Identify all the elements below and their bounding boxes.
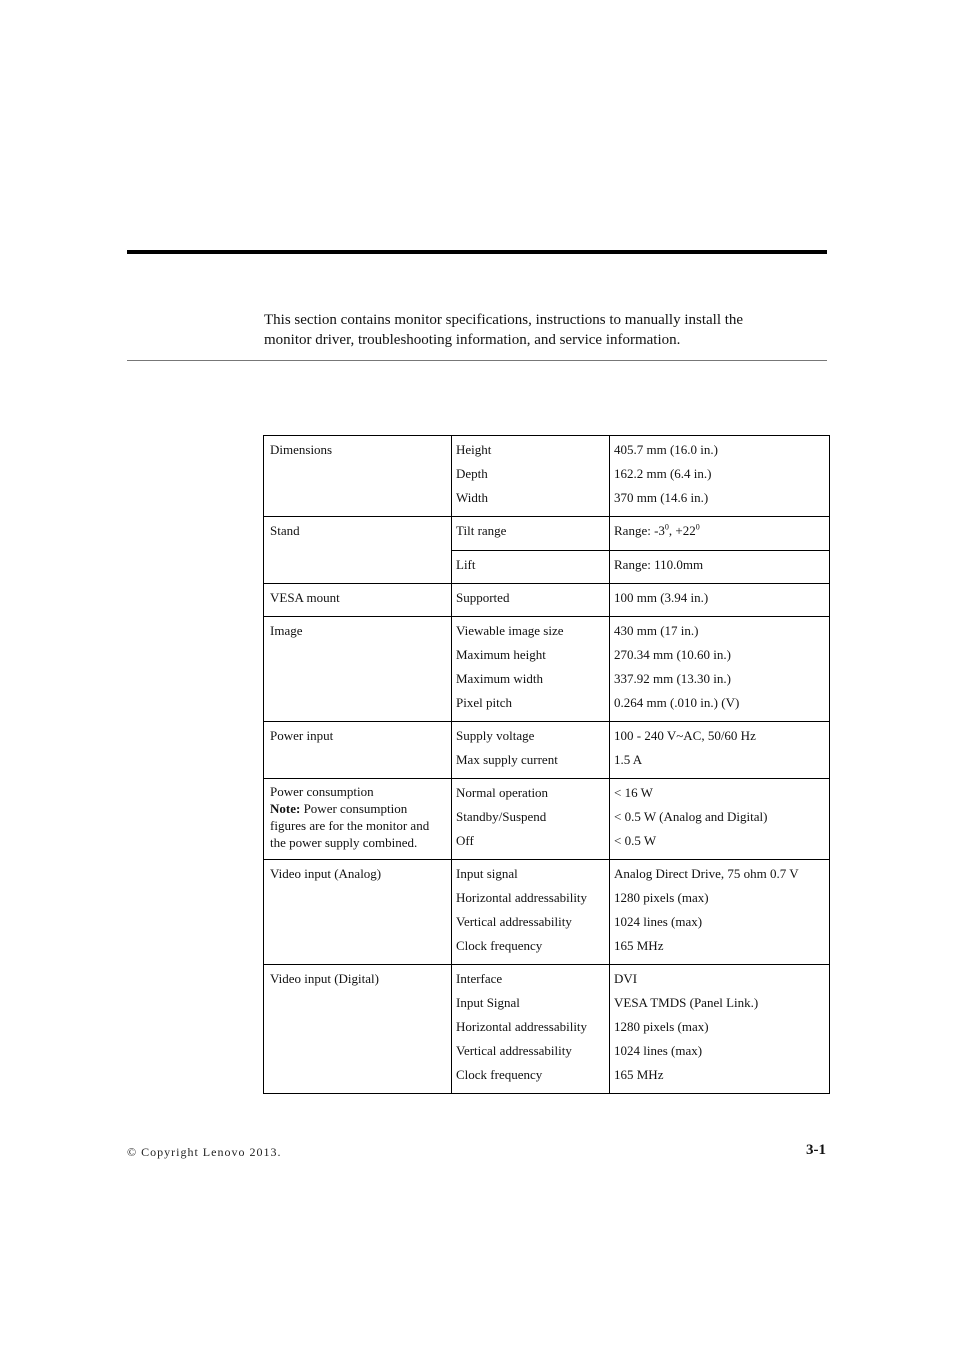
spec-name: Standby/Suspend [456,809,547,824]
spec-value: 100 mm (3.94 in.) [614,590,709,605]
spec-name: Vertical addressability [456,1043,572,1058]
spec-value: 430 mm (17 in.) [614,623,699,638]
spec-name: Normal operation [456,785,549,800]
spec-value: 165 MHz [614,1067,664,1082]
spec-value: 100 - 240 V~AC, 50/60 Hz [614,728,756,743]
intro-paragraph [264,310,824,350]
note-line-1: Power consumption [300,801,408,816]
spec-name: Lift [456,557,476,572]
spec-name: Clock frequency [456,1067,543,1082]
spec-name: Width [456,490,488,505]
category-label: Power input [270,728,334,743]
spec-name: Depth [456,466,488,481]
spec-name: Max supply current [456,752,558,767]
spec-name: Off [456,833,474,848]
spec-value: < 0.5 W [614,833,657,848]
spec-values [610,617,830,722]
spec-value: 165 MHz [614,938,664,953]
spec-values [610,584,830,617]
table-row [264,584,830,617]
spec-table [263,435,830,1094]
category-label: Stand [270,523,300,538]
spec-name: Supply voltage [456,728,535,743]
spec-names [452,617,610,722]
spec-value: 270.34 mm (10.60 in.) [614,647,731,662]
spec-value: DVI [614,971,638,986]
spec-value: 1280 pixels (max) [614,890,709,905]
note-label: Note: [270,801,301,816]
spec-names [452,584,610,617]
note-line-3: the power supply combined. [270,835,418,850]
spec-value: < 16 W [614,785,653,800]
spec-value: Analog Direct Drive, 75 ohm 0.7 V [614,866,799,881]
spec-category [264,779,452,860]
spec-value: 1024 lines (max) [614,1043,703,1058]
spec-name: Pixel pitch [456,695,512,710]
spec-name: Vertical addressability [456,914,572,929]
spec-name: Clock frequency [456,938,543,953]
spec-name: Horizontal addressability [456,1019,588,1034]
spec-names [452,517,610,551]
section-rule [127,360,827,361]
spec-values [610,722,830,779]
spec-value: 1280 pixels (max) [614,1019,709,1034]
spec-value: 370 mm (14.6 in.) [614,490,709,505]
table-row [264,965,830,1094]
spec-name: Maximum height [456,647,546,662]
table-row [264,517,830,551]
category-label: Video input (Analog) [270,866,382,881]
spec-value: 0.264 mm (.010 in.) (V) [614,695,740,710]
table-row [264,779,830,860]
degree-sup: 0 [695,522,700,532]
spec-values [610,436,830,517]
spec-value: 162.2 mm (6.4 in.) [614,466,712,481]
spec-name: Supported [456,590,510,605]
spec-names [452,860,610,965]
intro-line-2: monitor driver, troubleshooting information, and service information. [264,332,681,348]
category-label: Dimensions [270,442,333,457]
spec-category [264,617,452,722]
spec-value: VESA TMDS (Panel Link.) [614,995,759,1010]
chapter-rule [127,250,827,254]
category-label: Video input (Digital) [270,971,379,986]
spec-values [610,860,830,965]
spec-names [452,551,610,584]
category-label: Image [270,623,303,638]
spec-name: Maximum width [456,671,544,686]
spec-value: < 0.5 W (Analog and Digital) [614,809,768,824]
spec-names [452,965,610,1094]
spec-values [610,965,830,1094]
spec-value: 1024 lines (max) [614,914,703,929]
spec-name: Interface [456,971,503,986]
note-line-2: figures are for the monitor and [270,818,430,833]
spec-category [264,436,452,517]
spec-names [452,436,610,517]
spec-name: Input Signal [456,995,520,1010]
page-number: 3-1 [806,1142,826,1158]
tilt-mid: , +22 [668,523,696,538]
spec-values [610,551,830,584]
note-text [270,800,445,817]
spec-category [264,722,452,779]
spec-category [264,584,452,617]
spec-name: Horizontal addressability [456,890,588,905]
copyright-text: © Copyright Lenovo 2013. [127,1145,282,1159]
spec-value: 337.92 mm (13.30 in.) [614,671,731,686]
spec-category [264,860,452,965]
spec-value [614,521,823,545]
spec-category [264,517,452,584]
spec-category [264,965,452,1094]
table-row [264,436,830,517]
spec-name: Height [456,442,492,457]
spec-name: Input signal [456,866,518,881]
tilt-prefix: Range: -3 [614,523,665,538]
spec-value: Range: 110.0mm [614,557,704,572]
spec-names [452,779,610,860]
spec-name: Tilt range [456,523,507,538]
spec-values [610,779,830,860]
spec-value: 1.5 A [614,752,643,767]
spec-value: 405.7 mm (16.0 in.) [614,442,718,457]
intro-line-1: This section contains monitor specifications, instructions to manually install the [264,312,744,328]
spec-name: Viewable image size [456,623,564,638]
category-label: Power consumption [270,784,374,799]
table-row [264,722,830,779]
degree-sup: 0 [664,522,669,532]
spec-names [452,722,610,779]
spec-values [610,517,830,551]
table-row [264,860,830,965]
category-label: VESA mount [270,590,340,605]
table-row [264,617,830,722]
